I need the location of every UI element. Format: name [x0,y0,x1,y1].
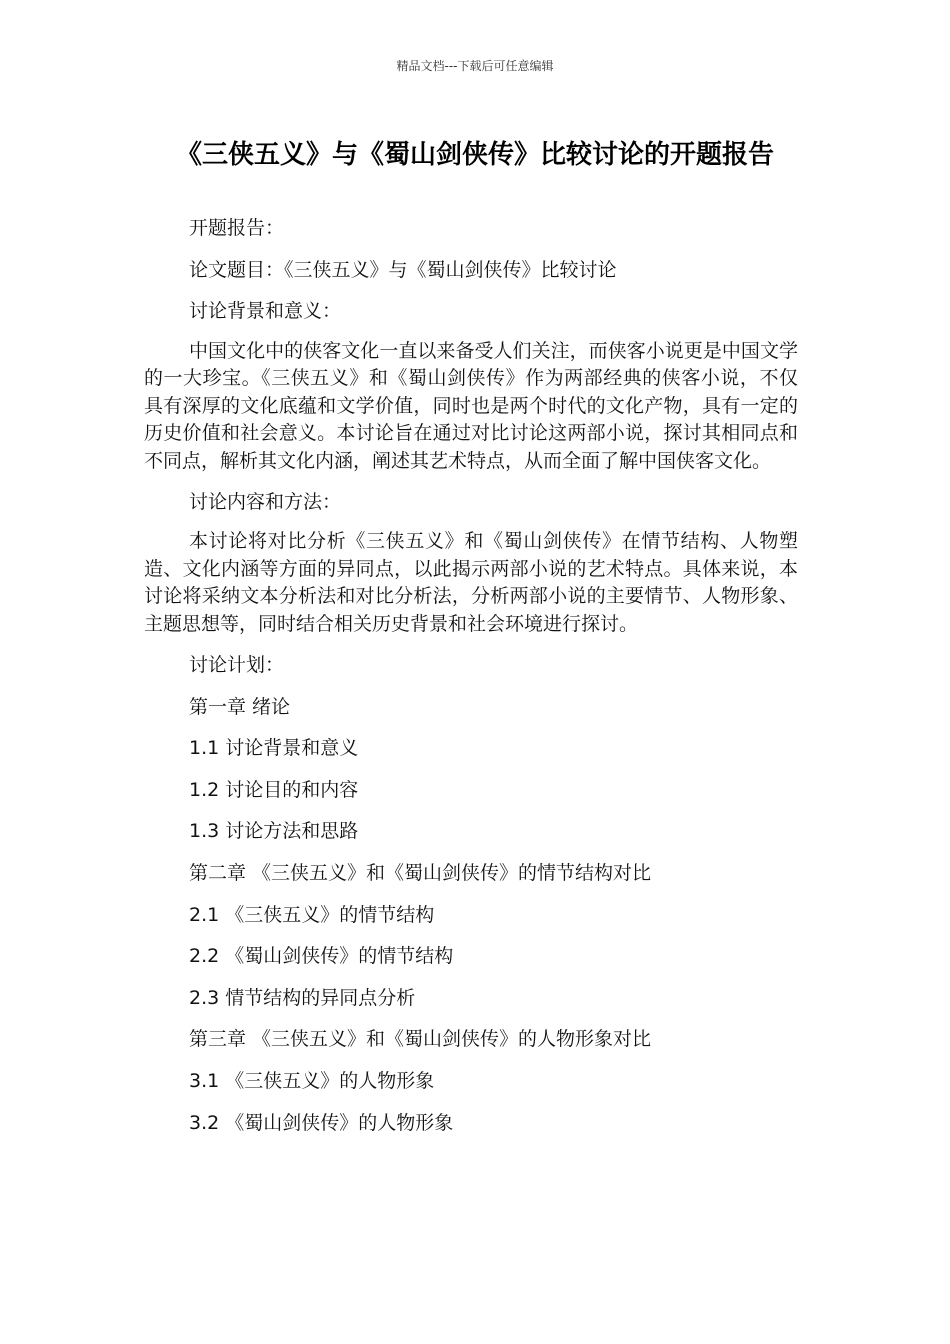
outline-chapter-2: 第二章 《三侠五义》和《蜀山剑侠传》的情节结构对比 [189,862,652,885]
outline-item-1-3: 1.3 讨论方法和思路 [189,820,359,843]
background-paragraph: 中国文化中的侠客文化一直以来备受人们关注，而侠客小说更是中国文学的一大珍宝。《三侠五义》和《蜀山剑侠传》作为两部经典的侠客小说，不仅具有深厚的文化底蕴和文学价值，同时也是两个时代的文化产物，具有一定的历史价值和社会意义。本讨论旨在通过对比讨论这两部小说，探讨其相同点和不同点，解析其文化内涵，阐述其艺术特点，从而全面了解中国侠客文化。 [144,339,798,472]
section-heading-background: 讨论背景和意义： [189,300,342,323]
thesis-topic: 论文题目：《三侠五义》与《蜀山剑侠传》比较讨论 [189,258,617,281]
content-paragraph: 本讨论将对比分析《三侠五义》和《蜀山剑侠传》在情节结构、人物塑造、文化内涵等方面的异同点，以此揭示两部小说的艺术特点。具体来说，本讨论将采纳文本分析法和对比分析法，分析两部小说的主要情节、人物形象、主题思想等，同时结合相关历史背景和社会环境进行探讨。 [144,530,798,635]
document-body [144,213,798,1149]
outline-item-1-2: 1.2 讨论目的和内容 [189,778,359,801]
outline-chapter-3: 第三章 《三侠五义》和《蜀山剑侠传》的人物形象对比 [189,1028,652,1051]
outline-chapter-1: 第一章 绪论 [189,695,291,718]
section-label-report: 开题报告： [189,217,285,239]
outline-item-2-2: 2.2 《蜀山剑侠传》的情节结构 [189,945,454,968]
outline-item-1-1: 1.1 讨论背景和意义 [189,737,359,760]
outline-item-2-3: 2.3 情节结构的异同点分析 [189,986,416,1009]
outline-item-3-2: 3.2 《蜀山剑侠传》的人物形象 [189,1111,454,1134]
header-note: 精品文档---下载后可任意编辑 [396,59,554,73]
section-heading-content: 讨论内容和方法： [189,490,342,513]
document-title: 《三侠五义》与《蜀山剑侠传》比较讨论的开题报告 [175,140,774,170]
outline-item-2-1: 2.1 《三侠五义》的情节结构 [189,903,435,926]
outline-item-3-1: 3.1 《三侠五义》的人物形象 [189,1070,435,1092]
section-heading-plan: 讨论计划： [189,654,285,677]
